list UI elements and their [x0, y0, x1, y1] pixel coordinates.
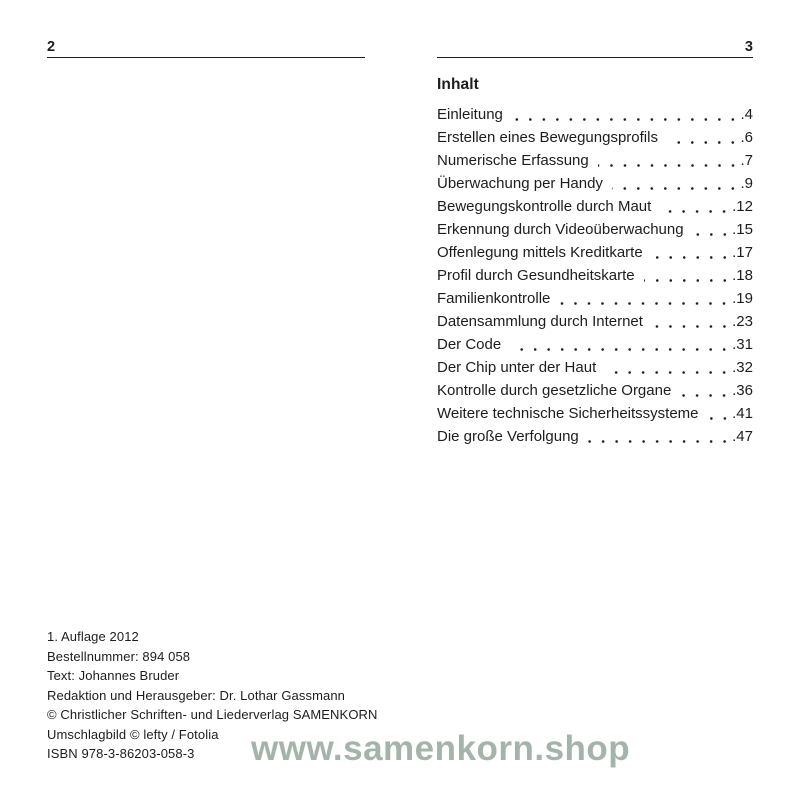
- imprint-line: Redaktion und Herausgeber: Dr. Lothar Gassmann: [47, 687, 345, 703]
- toc-entry-page: .4: [740, 106, 753, 123]
- toc-dot-leader: [680, 394, 731, 397]
- toc-entry-title: Familienkontrolle: [437, 290, 551, 307]
- toc-entry: [437, 126, 753, 149]
- left-header-rule: [47, 57, 365, 58]
- toc-heading: Inhalt: [437, 76, 479, 93]
- toc-entry-title: Erstellen eines Bewegungsprofils: [437, 129, 658, 146]
- toc-entry-page: .32: [732, 359, 753, 376]
- toc-entry: [437, 264, 753, 287]
- toc-dot-leader: [512, 118, 740, 121]
- toc-dot-leader: [660, 210, 731, 213]
- toc-entry-page: .23: [732, 313, 753, 330]
- toc-entry-title: Der Chip unter der Haut: [437, 359, 597, 376]
- toc-entry-page: .12: [732, 198, 753, 215]
- imprint-block: [47, 627, 407, 764]
- toc-entry-title: Kontrolle durch gesetzliche Organe: [437, 382, 672, 399]
- left-page-number: 2: [47, 39, 56, 55]
- toc-entry: [437, 172, 753, 195]
- toc-entry: [437, 379, 753, 402]
- right-header-rule: [437, 57, 753, 58]
- toc-entry-title: Profil durch Gesundheitskarte: [437, 267, 635, 284]
- toc-entry: [437, 241, 753, 264]
- toc-dot-leader: [708, 417, 732, 420]
- toc-entry: [437, 195, 753, 218]
- toc-entry-title: Numerische Erfassung: [437, 152, 589, 169]
- toc-entry: [437, 287, 753, 310]
- toc-dot-leader: [652, 256, 731, 259]
- imprint-line: Umschlagbild © lefty / Fotolia: [47, 726, 219, 742]
- toc-list: [437, 103, 753, 448]
- toc-entry-page: .36: [732, 382, 753, 399]
- toc-entry: [437, 149, 753, 172]
- toc-entry-page: .17: [732, 244, 753, 261]
- toc-dot-leader: [559, 302, 731, 305]
- toc-entry-title: Einleitung: [437, 106, 503, 123]
- toc-entry-page: .6: [740, 129, 753, 146]
- toc-entry-title: Weitere technische Sicherheitssysteme: [437, 405, 699, 422]
- imprint-line: 1. Auflage 2012: [47, 629, 139, 644]
- toc-entry: [437, 333, 753, 356]
- toc-entry-page: .31: [732, 336, 753, 353]
- toc-entry-page: .18: [732, 267, 753, 284]
- toc-entry: [437, 310, 753, 333]
- toc-entry-page: .7: [740, 152, 753, 169]
- toc-entry-page: .19: [732, 290, 753, 307]
- toc-entry-page: .15: [732, 221, 753, 238]
- toc-dot-leader: [612, 187, 740, 190]
- toc-entry: [437, 425, 753, 448]
- left-page-header: [47, 39, 365, 58]
- imprint-line: Text: Johannes Bruder: [47, 668, 180, 683]
- imprint-line: ISBN 978-3-86203-058-3: [47, 746, 195, 761]
- toc-entry: [437, 402, 753, 425]
- toc-entry-title: Offenlegung mittels Kreditkarte: [437, 244, 643, 261]
- toc-entry-title: Die große Verfolgung: [437, 428, 579, 445]
- toc-entry-title: Erkennung durch Videoüberwachung: [437, 221, 684, 238]
- toc-dot-leader: [652, 325, 731, 328]
- toc-entry-page: .47: [732, 428, 753, 445]
- toc-dot-leader: [667, 141, 740, 144]
- toc-dot-leader: [588, 440, 731, 443]
- toc-entry-title: Der Code: [437, 336, 502, 353]
- imprint-line: Bestellnummer: 894 058: [47, 648, 191, 664]
- toc-entry: [437, 103, 753, 126]
- toc-dot-leader: [598, 164, 740, 167]
- toc-entry-title: Überwachung per Handy: [437, 175, 603, 192]
- toc-entry: [437, 218, 753, 241]
- right-page-number: 3: [744, 39, 753, 55]
- toc-dot-leader: [693, 233, 732, 236]
- toc-dot-leader: [644, 279, 732, 282]
- toc-entry-page: .9: [740, 175, 753, 192]
- toc-dot-leader: [510, 348, 731, 351]
- toc-entry-title: Bewegungskontrolle durch Maut: [437, 198, 652, 215]
- toc-entry-page: .41: [732, 405, 753, 422]
- right-page-header: [437, 39, 753, 58]
- toc-entry-title: Datensammlung durch Internet: [437, 313, 643, 330]
- shop-watermark: www.samenkorn.shop: [251, 729, 631, 768]
- imprint-line: © Christlicher Schriften- und Liederverlag SAMENKORN: [47, 707, 378, 722]
- toc-entry: [437, 356, 753, 379]
- toc-dot-leader: [605, 371, 731, 374]
